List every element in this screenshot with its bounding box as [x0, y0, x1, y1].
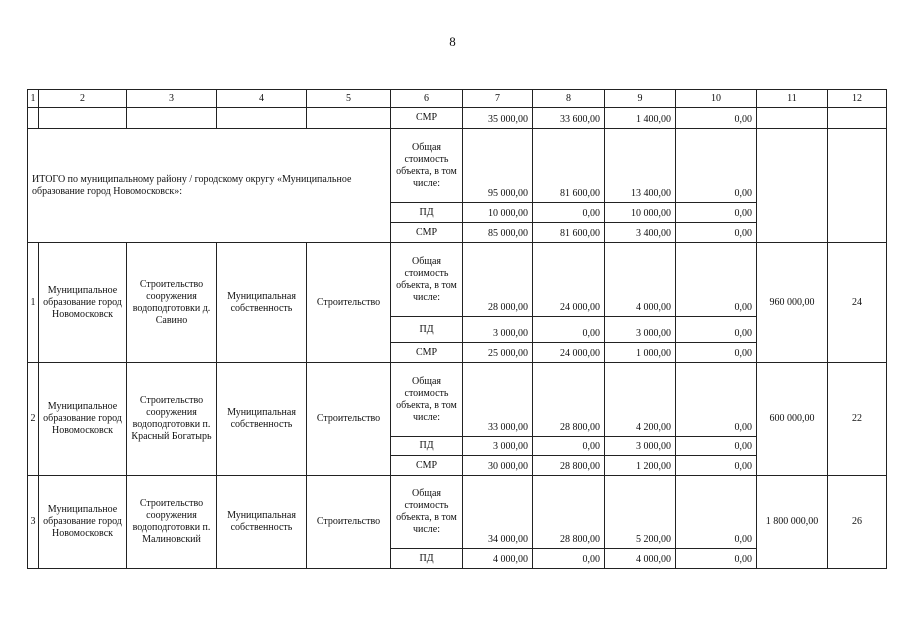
value-cell: 95 000,00 — [463, 129, 533, 203]
value-cell: 0,00 — [676, 223, 757, 243]
column-number-row — [28, 90, 887, 108]
empty-cell — [828, 108, 887, 129]
column-number: 10 — [676, 90, 757, 108]
value-cell: 10 000,00 — [605, 203, 676, 223]
value-cell: 0,00 — [533, 437, 605, 456]
value-cell: 3 000,00 — [463, 437, 533, 456]
column-number: 6 — [391, 90, 463, 108]
object-number: 3 — [28, 476, 39, 569]
municipality-cell: Муниципальное образование город Новомосковск — [39, 363, 127, 476]
column-number: 7 — [463, 90, 533, 108]
ownership-cell: Муниципальная собственность — [217, 476, 307, 569]
cost-type-label: ПД — [391, 203, 463, 223]
work-type-cell: Строительство — [307, 243, 391, 363]
value-cell: 3 000,00 — [605, 317, 676, 343]
column-number: 1 — [28, 90, 39, 108]
work-type-cell: Строительство — [307, 476, 391, 569]
cost-type-label: СМР — [391, 456, 463, 476]
value-cell: 34 000,00 — [463, 476, 533, 549]
value-cell: 1 200,00 — [605, 456, 676, 476]
value-cell: 25 000,00 — [463, 343, 533, 363]
cost-type-label: Общая стоимость объекта, в том числе: — [391, 129, 463, 203]
column-number: 9 — [605, 90, 676, 108]
object-number: 1 — [28, 243, 39, 363]
total-label: ИТОГО по муниципальному району / городскому округу «Муниципальное образование город Новомосковск»: — [28, 129, 391, 243]
ownership-cell: Муниципальная собственность — [217, 243, 307, 363]
cost-type-label: Общая стоимость объекта, в том числе: — [391, 476, 463, 549]
investment-table — [27, 89, 887, 569]
value-cell: 4 000,00 — [463, 549, 533, 569]
object-row — [28, 243, 887, 317]
object-name-cell: Строительство сооружения водоподготовки п. Малиновский — [127, 476, 217, 569]
object-number: 2 — [28, 363, 39, 476]
empty-cell — [757, 129, 828, 243]
value-cell: 28 800,00 — [533, 476, 605, 549]
value-cell: 3 000,00 — [463, 317, 533, 343]
municipality-cell: Муниципальное образование город Новомосковск — [39, 476, 127, 569]
column-number: 2 — [39, 90, 127, 108]
total-row — [28, 129, 887, 203]
empty-cell — [307, 108, 391, 129]
object-name-cell: Строительство сооружения водоподготовки п. Красный Богатырь — [127, 363, 217, 476]
value-cell: 0,00 — [676, 476, 757, 549]
value-cell: 28 800,00 — [533, 456, 605, 476]
object-row — [28, 363, 887, 437]
value-cell: 28 800,00 — [533, 363, 605, 437]
empty-cell — [28, 108, 39, 129]
value-cell: 3 000,00 — [605, 437, 676, 456]
value-cell: 0,00 — [676, 343, 757, 363]
empty-cell — [217, 108, 307, 129]
value-cell: 81 600,00 — [533, 223, 605, 243]
empty-cell — [757, 108, 828, 129]
value-cell: 4 000,00 — [605, 549, 676, 569]
value-cell: 0,00 — [676, 363, 757, 437]
value-cell: 10 000,00 — [463, 203, 533, 223]
value-cell: 33 600,00 — [533, 108, 605, 129]
term-cell: 26 — [828, 476, 887, 569]
column-number: 3 — [127, 90, 217, 108]
value-cell: 24 000,00 — [533, 343, 605, 363]
cost-type-label: Общая стоимость объекта, в том числе: — [391, 363, 463, 437]
empty-cell — [127, 108, 217, 129]
value-cell: 24 000,00 — [533, 243, 605, 317]
cost-type-label: ПД — [391, 437, 463, 456]
column-number: 12 — [828, 90, 887, 108]
value-cell: 0,00 — [676, 129, 757, 203]
value-cell: 35 000,00 — [463, 108, 533, 129]
capacity-cell: 960 000,00 — [757, 243, 828, 363]
table-row — [28, 108, 887, 129]
empty-cell — [39, 108, 127, 129]
value-cell: 33 000,00 — [463, 363, 533, 437]
value-cell: 0,00 — [533, 203, 605, 223]
ownership-cell: Муниципальная собственность — [217, 363, 307, 476]
column-number: 5 — [307, 90, 391, 108]
value-cell: 4 200,00 — [605, 363, 676, 437]
page-number: 8 — [449, 34, 456, 49]
column-number: 4 — [217, 90, 307, 108]
column-number: 11 — [757, 90, 828, 108]
municipality-cell: Муниципальное образование город Новомосковск — [39, 243, 127, 363]
value-cell: 0,00 — [676, 549, 757, 569]
value-cell: 81 600,00 — [533, 129, 605, 203]
cost-type-label: Общая стоимость объекта, в том числе: — [391, 243, 463, 317]
value-cell: 0,00 — [533, 549, 605, 569]
value-cell: 0,00 — [676, 243, 757, 317]
value-cell: 5 200,00 — [605, 476, 676, 549]
cost-type-label: ПД — [391, 549, 463, 569]
value-cell: 3 400,00 — [605, 223, 676, 243]
empty-cell — [828, 129, 887, 243]
cost-type-label: ПД — [391, 317, 463, 343]
value-cell: 1 000,00 — [605, 343, 676, 363]
capacity-cell: 1 800 000,00 — [757, 476, 828, 569]
capacity-cell: 600 000,00 — [757, 363, 828, 476]
object-name-cell: Строительство сооружения водоподготовки д. Савино — [127, 243, 217, 363]
value-cell: 4 000,00 — [605, 243, 676, 317]
value-cell: 1 400,00 — [605, 108, 676, 129]
value-cell: 13 400,00 — [605, 129, 676, 203]
value-cell: 0,00 — [676, 456, 757, 476]
value-cell: 0,00 — [676, 317, 757, 343]
object-row — [28, 476, 887, 549]
column-number: 8 — [533, 90, 605, 108]
value-cell: 28 000,00 — [463, 243, 533, 317]
value-cell: 30 000,00 — [463, 456, 533, 476]
value-cell: 0,00 — [676, 437, 757, 456]
term-cell: 24 — [828, 243, 887, 363]
value-cell: 0,00 — [676, 203, 757, 223]
cost-type-label: СМР — [391, 108, 463, 129]
value-cell: 85 000,00 — [463, 223, 533, 243]
cost-type-label: СМР — [391, 223, 463, 243]
value-cell: 0,00 — [533, 317, 605, 343]
value-cell: 0,00 — [676, 108, 757, 129]
cost-type-label: СМР — [391, 343, 463, 363]
term-cell: 22 — [828, 363, 887, 476]
work-type-cell: Строительство — [307, 363, 391, 476]
